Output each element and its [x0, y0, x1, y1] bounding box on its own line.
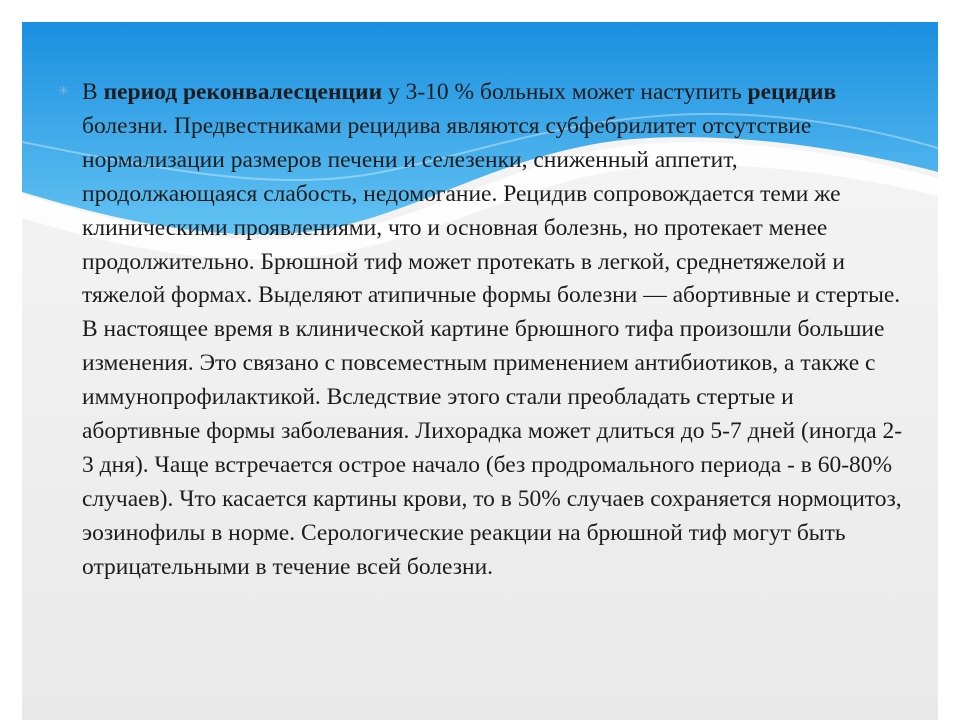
bullet-item: [58, 76, 908, 585]
text-segment: болезни. Предвестниками рецидива являются субфебрилитет отсутствие нормализации размеров печени и селезенки, сниженный аппетит, продолжающаяся слабость, недомогание. Рецидив сопровождается теми же клиническими проявлениями, что и основная болезнь, но протекает менее продолжительно. Брюшной тиф может протекать в легкой, среднетяжелой и тяжелой формах. Выделяют атипичные формы болезни — абортивные и стертые. В настоящее время в клинической картине брюшного тифа произошли большие изменения. Это связано с повсеместным применением антибиотиков, а также с иммунопрофилактикой. Вследствие этого стали преобладать стертые и абортивные формы заболевания. Лихорадка может длиться до 5-7 дней (иногда 2-3 дня). Чаще встречается острое начало (без продромального периода - в 60-80% случаев). Что касается картины крови, то в 50% случаев сохраняется нормоцитоз, эозинофилы в норме. Серологические реакции на брюшной тиф могут быть отрицательными в течение всей болезни.: [82, 112, 903, 580]
text-segment: В: [82, 79, 104, 105]
body-paragraph: [82, 76, 908, 585]
text-segment: у 3-10 % больных может наступить: [382, 79, 748, 105]
term-relapse: рецидив: [747, 79, 837, 105]
slide: [22, 22, 938, 720]
asterisk-bullet-icon: ✳: [58, 84, 69, 99]
term-convalescence: период реконвалесценции: [103, 79, 383, 105]
slide-content: [58, 76, 908, 585]
